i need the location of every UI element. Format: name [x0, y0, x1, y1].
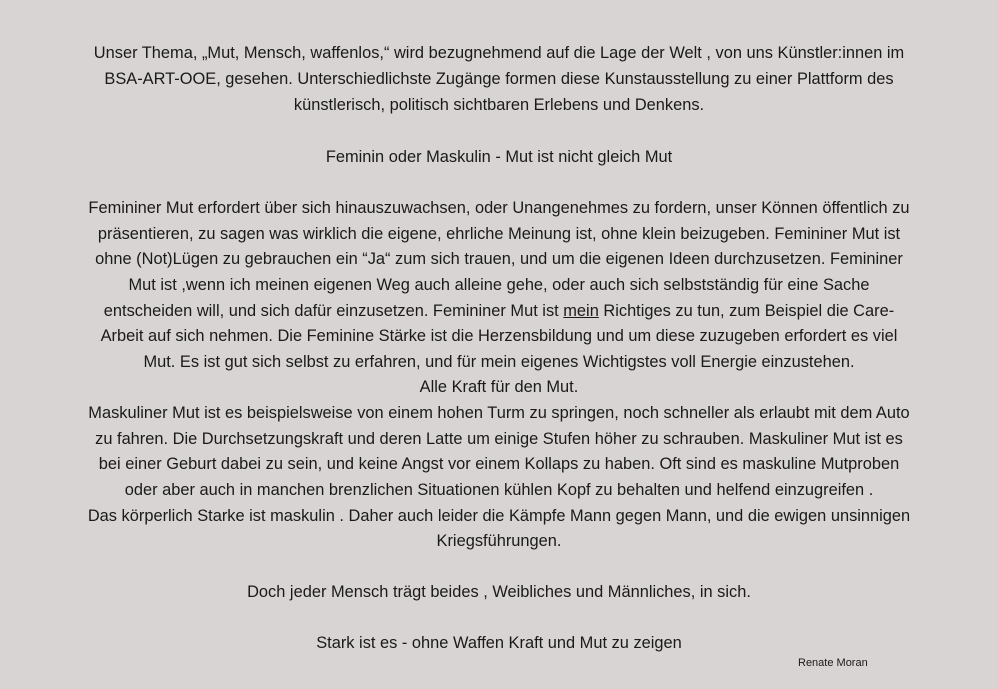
masculine-line-3: bei einer Geburt dabei zu sein, und keine Angst vor einem Kollaps zu haben. Oft sind es maskuline Mutproben	[98, 455, 900, 473]
feminine-line-7: Mut. Es ist gut sich selbst zu erfahren, und für mein eigenes Wichtigstes voll Energie einzustehen.	[143, 353, 855, 371]
intro-line-1: Unser Thema, „Mut, Mensch, waffenlos,“ wird bezugnehmend auf die Lage der Welt , von uns Künstler:innen im	[93, 44, 905, 62]
masculine-line-5: Das körperlich Starke ist maskulin . Daher auch leider die Kämpfe Mann gegen Mann, und die ewigen unsinnigen	[87, 507, 911, 525]
feminine-line-8: Alle Kraft für den Mut.	[419, 378, 579, 396]
feminine-line-2: präsentieren, zu sagen was wirklich die eigene, ehrliche Meinung ist, ohne klein beizugeben. Femininer Mut ist	[97, 225, 901, 243]
masculine-line-2: zu fahren. Die Durchsetzungskraft und deren Latte um einige Stufen höher zu schrauben. Maskuliner Mut ist es	[95, 430, 903, 448]
section-heading: Feminin oder Maskulin - Mut ist nicht gleich Mut	[325, 148, 673, 166]
feminine-line-5-end: Richtiges zu tun, zum Beispiel die Care-	[598, 302, 895, 320]
closing-line-2: Stark ist es - ohne Waffen Kraft und Mut zu zeigen	[316, 634, 682, 652]
feminine-line-5	[3, 301, 995, 321]
closing-line-1: Doch jeder Mensch trägt beides , Weibliches und Männliches, in sich.	[247, 583, 751, 601]
masculine-line-6: Kriegsführungen.	[436, 532, 562, 550]
feminine-line-1: Femininer Mut erfordert über sich hinauszuwachsen, oder Unangenehmes zu fordern, unser Können öffentlich zu	[88, 199, 910, 217]
intro-line-2: BSA-ART-OOE, gesehen. Unterschiedlichste Zugänge formen diese Kunstausstellung zu einer Plattform des	[104, 70, 894, 88]
feminine-line-5-start: entscheiden will, und sich dafür einzusetzen. Femininer Mut ist	[103, 302, 564, 320]
underlined-word: mein	[563, 302, 599, 320]
masculine-line-4: oder aber auch in manchen brenzlichen Situationen kühlen Kopf zu behalten und helfend einzugreifen .	[124, 481, 874, 499]
feminine-line-4: Mut ist ,wenn ich meinen eigenen Weg auch alleine gehe, oder auch sich selbstständig für eine Sache	[128, 276, 870, 294]
intro-line-3: künstlerisch, politisch sichtbaren Erlebens und Denkens.	[293, 96, 705, 114]
masculine-line-1: Maskuliner Mut ist es beispielsweise von einem hohen Turm zu springen, noch schneller als erlaubt mit dem Auto	[88, 404, 910, 422]
author-signature: Renate Moran	[798, 657, 868, 669]
feminine-line-3: ohne (Not)Lügen zu gebrauchen ein “Ja“ zum sich trauen, und um die eigenen Ideen durchzusetzen. Femininer	[95, 250, 903, 268]
feminine-line-6: Arbeit auf sich nehmen. Die Feminine Stärke ist die Herzensbildung und um diese zuzugeben erfordert es viel	[100, 327, 898, 345]
